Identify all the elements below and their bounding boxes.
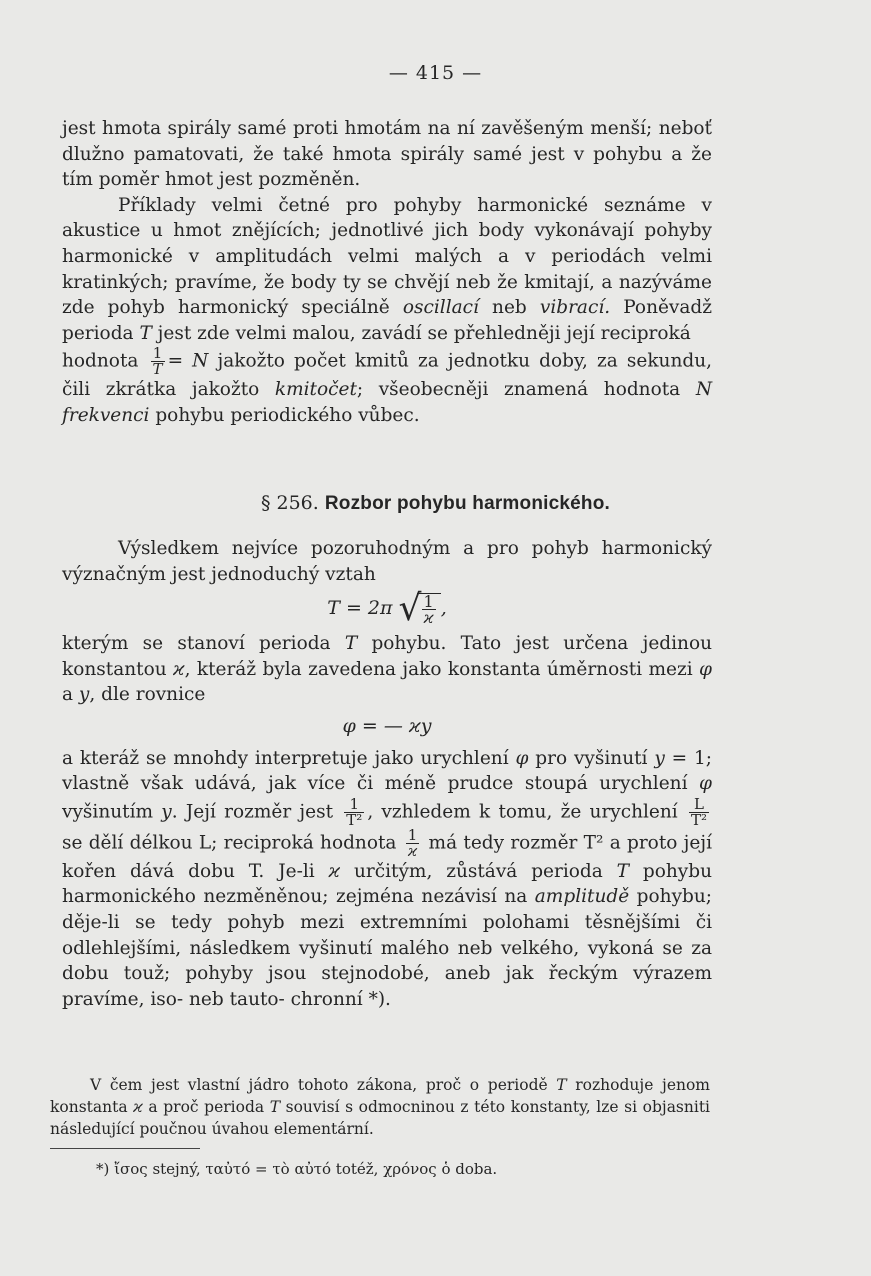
frac2-num: L [689, 797, 709, 813]
p4-text-d: souvisí s odmocninou z této konstanty, lze si objasniti následující poučnou úvahou elementární. [50, 1098, 711, 1138]
var-T: T [139, 322, 152, 344]
frac1-num: 1 [344, 797, 364, 813]
var-y: y [78, 684, 90, 706]
var-T: T [344, 633, 358, 655]
small-print-paragraph [50, 1074, 710, 1140]
frac-den: T [152, 360, 163, 379]
var-T: T [269, 1098, 281, 1116]
var-phi: φ [699, 658, 712, 680]
eq1-den: ϰ [423, 608, 434, 628]
fraction-1-over-T2 [344, 794, 364, 829]
var-phi: φ [515, 747, 529, 769]
p2-mid: neb [478, 297, 540, 319]
p4-text-a: V čem jest vlastní jádro tohoto zákona, proč o periodě [90, 1076, 557, 1094]
term-amplitude: amplitudě [534, 886, 630, 908]
p2-text-a: Příklady velmi četné pro pohyby harmonické seznáme v akustice u hmot znějících; jednotlivé jich body vykonávají pohyby harmonické v amplitudách velmi malých a v periodách velmi kratinkých; pravíme, že body ty se chvějí neb že kmitají, a nazýváme zde pohyb harmonický speciálně [62, 194, 712, 319]
p2-text-e: ; všeobecněji znamená hodnota [356, 379, 696, 401]
p3-text-j: vyšinutím [62, 801, 162, 823]
p3-text-g: a kteráž se mnohdy interpretuje jako urychlení [62, 747, 516, 769]
p2-text-f: pohybu periodického vůbec. [149, 404, 420, 426]
section-title: Rozbor pohybu harmonického. [324, 493, 611, 514]
radical-sign-icon: √ [398, 588, 422, 630]
p4-text-c: a proč perioda [142, 1098, 270, 1116]
eq-N: = N [167, 350, 209, 372]
square-root [398, 588, 441, 630]
var-kappa: ϰ [328, 860, 341, 882]
section-number: § 256. [260, 492, 319, 514]
eq1-left: T = 2π [327, 597, 393, 620]
var-T: T [556, 1076, 567, 1094]
word-hodnota: hodnota [62, 350, 139, 372]
frac3-num: 1 [407, 825, 418, 844]
fraction-1-over-T [151, 346, 165, 377]
p2-text-c: jest zde velmi malou, zavádí se přehledněji její reciproká [151, 322, 691, 344]
p3-text-l: , vzhledem k tomu, že urychlení [367, 801, 686, 823]
term-oscillaci: oscillací [402, 297, 479, 319]
text-block-main [62, 536, 712, 1012]
frac2-den: T² [690, 810, 707, 829]
var-y: y [161, 801, 172, 823]
paragraph-3-cont [62, 746, 712, 1013]
p3-text-d: , kteráž byla zavedena jako konstanta úměrnosti mezi [184, 658, 700, 680]
frac-num: 1 [151, 346, 165, 362]
var-T: T [616, 860, 629, 882]
term-kmitocet: kmitočet [274, 379, 357, 401]
paragraph-2 [62, 193, 712, 347]
fraction-1-over-kappa [406, 825, 420, 860]
paragraph-1 [62, 116, 712, 193]
p3-text-k: . Její rozměr jest [171, 801, 342, 823]
paragraph-2-cont [62, 346, 712, 428]
fraction-L-over-T2 [689, 794, 709, 829]
text-block-top [62, 116, 712, 429]
frac1-den: T² [346, 810, 363, 829]
page-number: — 415 — [388, 62, 483, 84]
p2-text-d: jakožto počet kmitů za jednotku doby, za sekundu, čili zkrátka jakožto [62, 350, 712, 401]
p3-text-q: pohybu; děje-li se tedy pohyb mezi extremními polohami těsnějšími či odlehlejšími, následkem vyšinutí malého neb velkého, vykoná se za dobu touž; pohyby jsou stejnodobé, aneb jak řeckým výrazem pravíme, iso- neb tauto- chronní *). [62, 886, 713, 1010]
p3-text-c: pohybu. Tato jest určena jedinou konstantou [62, 633, 712, 680]
section-heading [0, 492, 871, 515]
term-frekvenci: frekvenci [62, 404, 150, 426]
p3-text-h: pro vyšinutí [528, 747, 655, 769]
p3-text-i: = 1; vlastně však udává, jak více či méně prudce stoupá urychlení [62, 747, 712, 795]
footnote-rule [50, 1148, 200, 1149]
var-kappa: ϰ [133, 1098, 143, 1116]
var-N: N [695, 379, 712, 401]
p4-text-b: rozhoduje jenom konstanta [50, 1076, 710, 1116]
frac3-den: ϰ [407, 841, 418, 860]
p3-text-e: a [62, 684, 79, 706]
var-phi: φ [699, 773, 712, 795]
paragraph-3-intro [62, 536, 712, 587]
equation-acceleration [62, 714, 712, 740]
term-vibraci: vibrací. [539, 297, 611, 319]
p2-text-b: Poněvadž perioda [62, 297, 713, 344]
p3-text-n: má tedy rozměr T² a proto její kořen dává dobu T. Je-li [62, 832, 713, 882]
paragraph-3 [62, 631, 712, 708]
p3-text-a: Výsledkem nejvíce pozoruhodným a pro pohyb harmonický význačným jest jednoduchý vztah [62, 538, 712, 585]
var-y: y [654, 747, 665, 769]
eq2: φ = — ϰy [342, 714, 432, 737]
p3-text-o: určitým, zůstává perioda [340, 860, 617, 882]
var-kappa: ϰ [173, 658, 185, 680]
p3-text-m: se dělí délkou L; reciproká hodnota [62, 832, 403, 854]
paragraph-1-text: jest hmota spirály samé proti hmotám na ní zavěšeným menší; neboť dlužno pamatovati, že také hmota spirály samé jest v pohybu a že tím poměr hmot jest pozměněn. [62, 118, 712, 191]
footnote: *) ἴσος stejný, ταὐτό = τὸ αὐτό totéž, χρόνος ὁ doba. [96, 1160, 498, 1178]
eq1-num: 1 [423, 592, 434, 612]
p3-text-b: kterým se stanoví perioda [62, 633, 345, 655]
p3-text-f: , dle rovnice [89, 684, 206, 706]
p3-text-p: pohybu harmonického nezměněnou; zejména nezávisí na [62, 860, 712, 908]
equation-period [62, 588, 712, 630]
eq1-tail: , [440, 597, 447, 620]
